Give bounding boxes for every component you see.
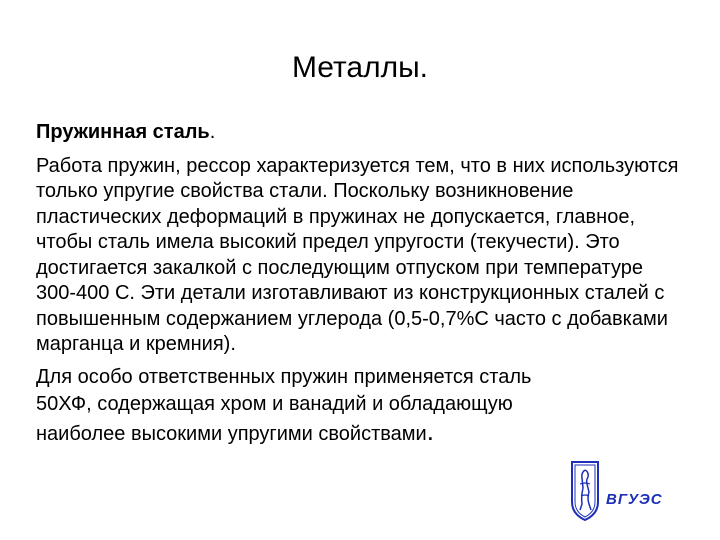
paragraph-2-line-1: Для особо ответственных пружин применяется сталь	[36, 365, 532, 388]
section-heading	[36, 120, 686, 146]
paragraph-1	[36, 154, 686, 358]
paragraph-2-line-3: наиболее высокими упругими свойствами	[36, 422, 427, 445]
heading-text: Пружинная сталь	[36, 121, 210, 143]
paragraph-1-text: Работа пружин, рессор характеризуется тем, что в них используются только упругие свойства стали. Поскольку возникновение пластических деформаций в пружинах не допускается, главное, чтобы сталь имела высокий предел упругости (текучести). Это достигается закалкой с последующим отпуском при температуре 300-400	[36, 154, 679, 304]
paragraph-2-line-2: 50ХФ, содержащая хром и ванадий и обладающую	[36, 392, 513, 415]
logo-text: ВГУЭС	[606, 491, 663, 508]
paragraph-2	[36, 364, 686, 448]
slide-title: Металлы.	[291, 51, 428, 84]
paragraph-1-end: С. Эти детали изготавливают из конструкционных сталей с повышенным содержанием углерода (0,5-0,7%С часто с добавками марганца и кремния).	[36, 282, 668, 355]
heading-punct: .	[209, 121, 216, 143]
paragraph-2-end: .	[426, 415, 434, 446]
slide-body	[36, 120, 686, 448]
